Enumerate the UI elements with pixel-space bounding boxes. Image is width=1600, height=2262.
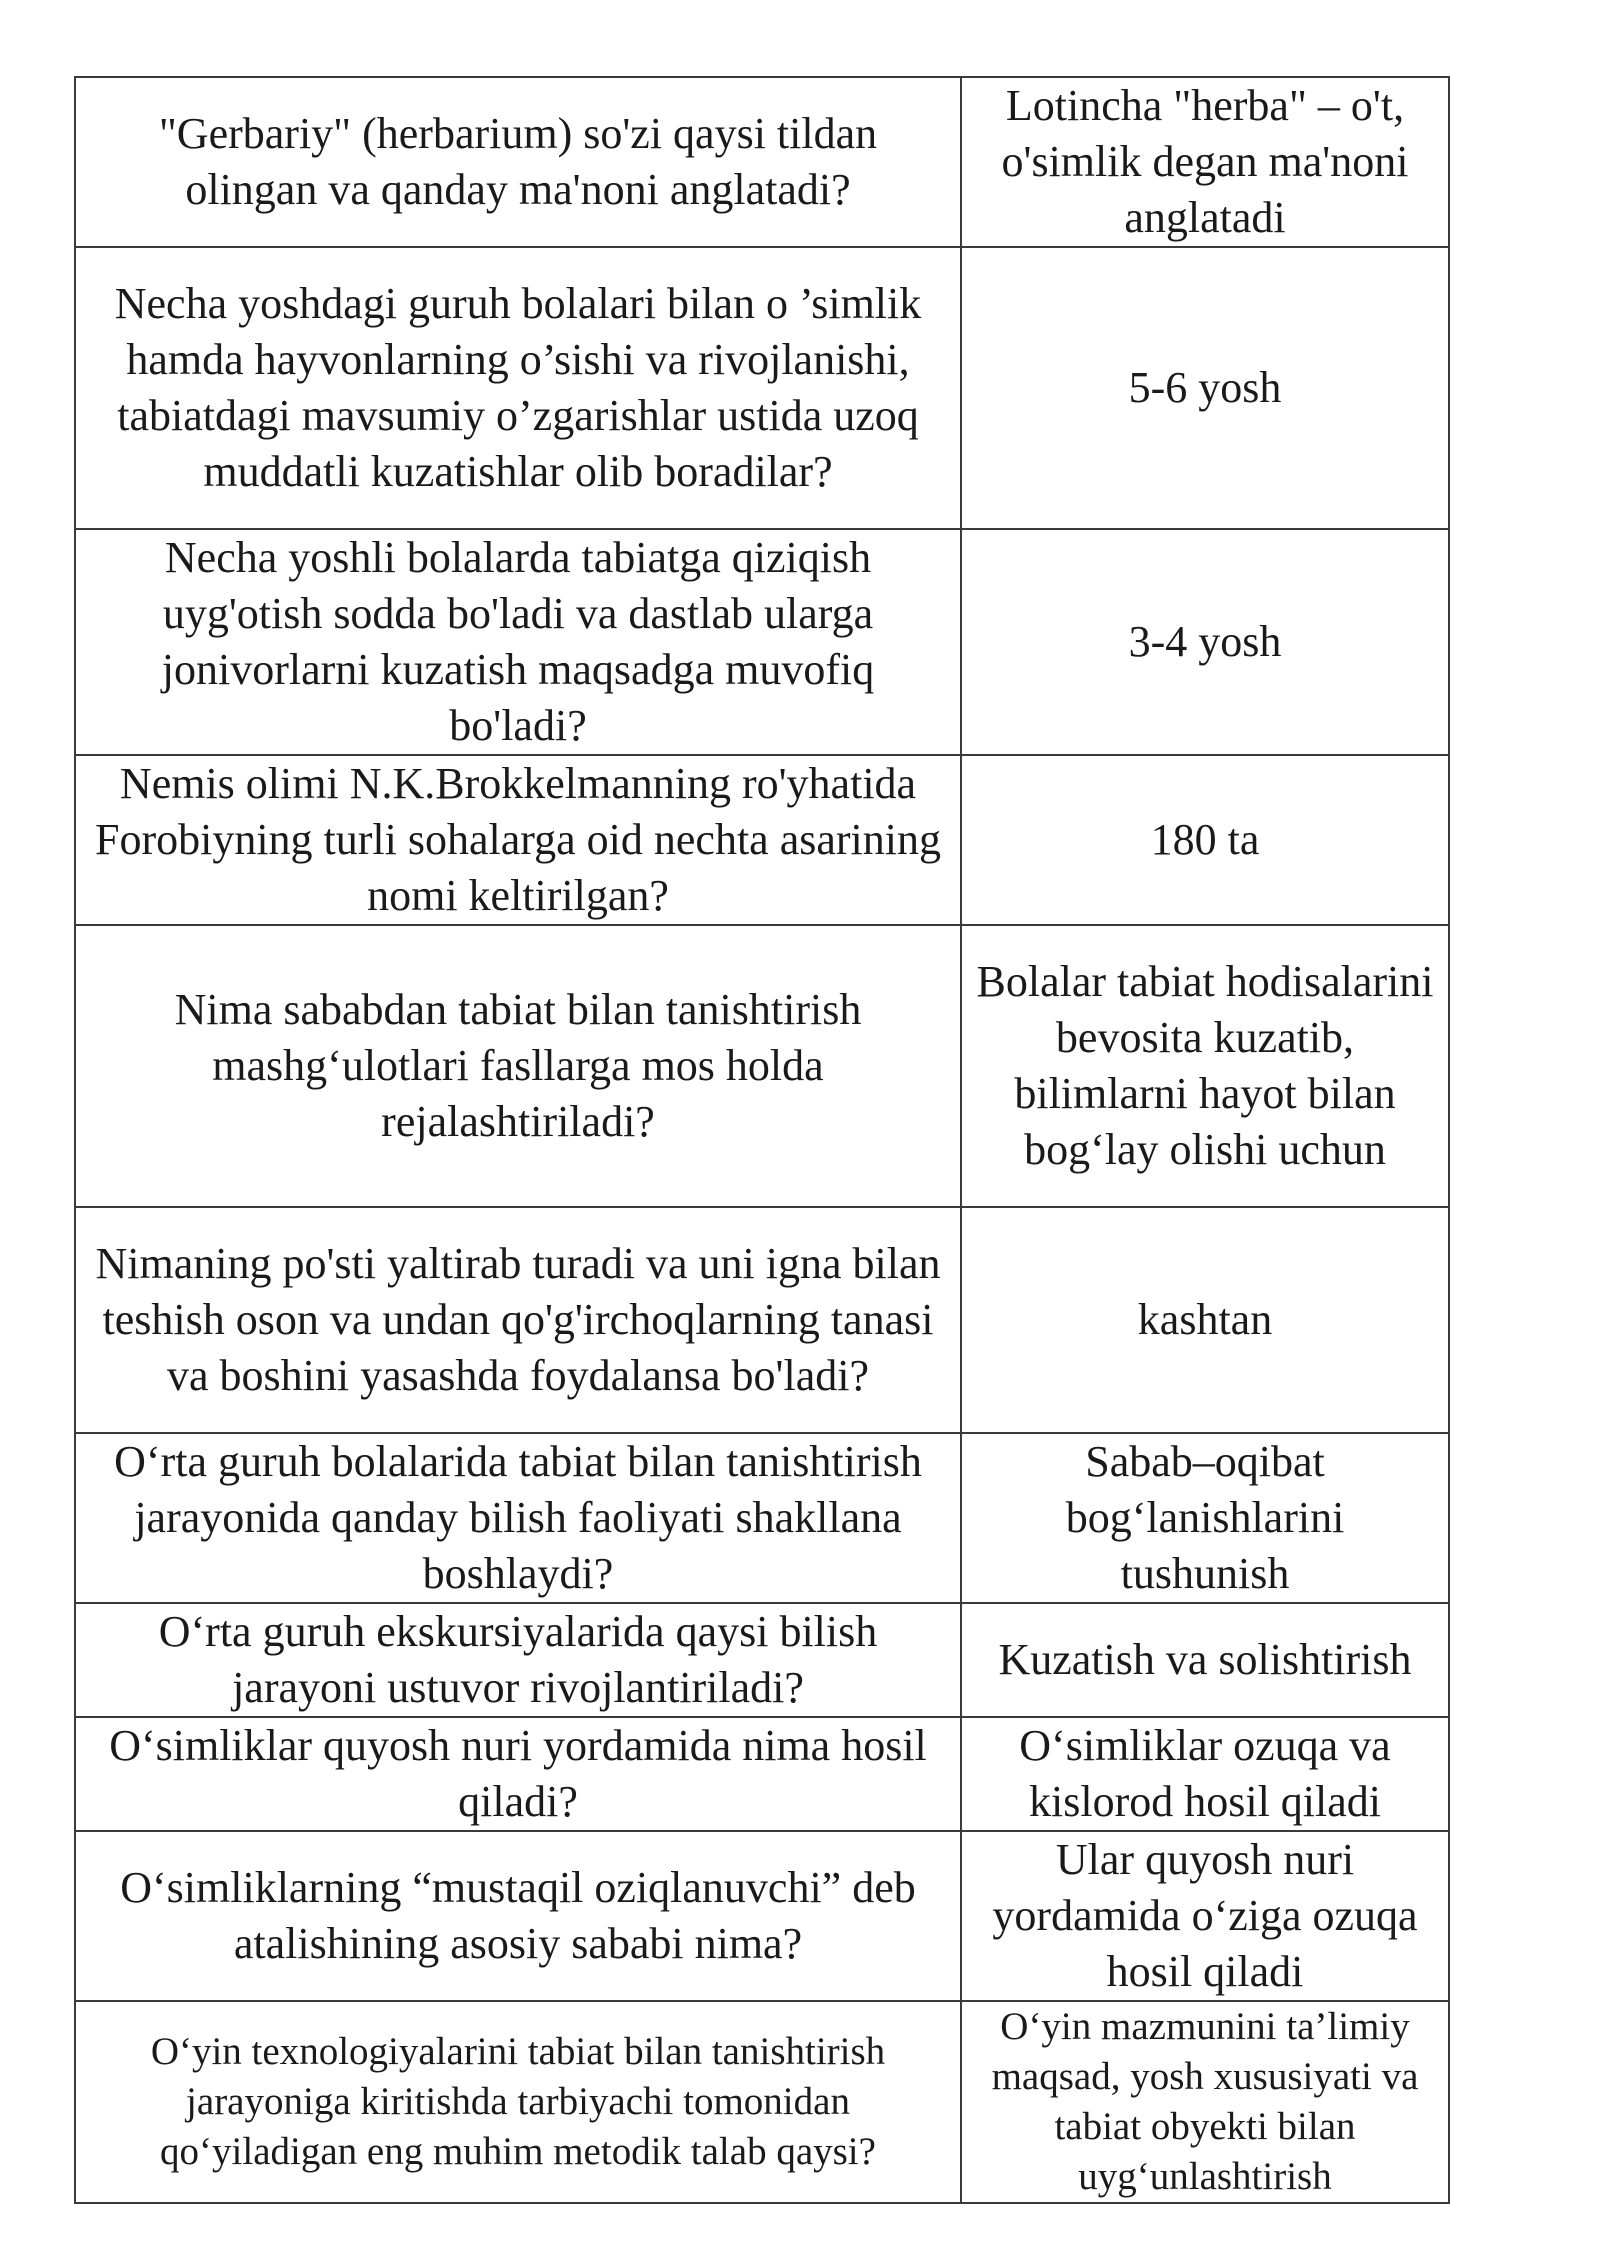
qa-table — [74, 76, 1450, 2204]
table-row — [75, 1831, 1449, 2001]
question-cell: Nemis olimi N.K.Brokkelmanning ro'yhatida Forobiyning turli sohalarga oid nechta asarining nomi keltirilgan? — [75, 755, 961, 925]
table-row — [75, 77, 1449, 247]
answer-cell: Lotincha "herba" – o't, o'simlik degan ma'noni anglatadi — [961, 77, 1449, 247]
table-row — [75, 1603, 1449, 1717]
table-row — [75, 1433, 1449, 1603]
question-cell: O‘rta guruh bolalarida tabiat bilan tanishtirish jarayonida qanday bilish faoliyati shakllana boshlaydi? — [75, 1433, 961, 1603]
answer-cell: 3-4 yosh — [961, 529, 1449, 755]
table-row — [75, 247, 1449, 529]
question-cell: O‘rta guruh ekskursiyalarida qaysi bilish jarayoni ustuvor rivojlantiriladi? — [75, 1603, 961, 1717]
answer-cell: 180 ta — [961, 755, 1449, 925]
answer-cell: Kuzatish va solishtirish — [961, 1603, 1449, 1717]
question-cell: O‘simliklarning “mustaqil oziqlanuvchi” deb atalishining asosiy sababi nima? — [75, 1831, 961, 2001]
table-row — [75, 925, 1449, 1207]
table-row — [75, 2001, 1449, 2203]
table-row — [75, 1207, 1449, 1433]
answer-cell: O‘yin mazmunini ta’limiy maqsad, yosh xususiyati va tabiat obyekti bilan uyg‘unlashtirish — [961, 2001, 1449, 2203]
table-row — [75, 1717, 1449, 1831]
table-row — [75, 755, 1449, 925]
question-cell: Nimaning po'sti yaltirab turadi va uni igna bilan teshish oson va undan qo'g'irchoqlarning tanasi va boshini yasashda foydalansa bo'ladi? — [75, 1207, 961, 1433]
question-cell: "Gerbariy" (herbarium) so'zi qaysi tildan olingan va qanday ma'noni anglatadi? — [75, 77, 961, 247]
answer-cell: O‘simliklar ozuqa va kislorod hosil qiladi — [961, 1717, 1449, 1831]
question-cell: Necha yoshli bolalarda tabiatga qiziqish uyg'otish sodda bo'ladi va dastlab ularga jonivorlarni kuzatish maqsadga muvofiq bo'ladi? — [75, 529, 961, 755]
answer-cell: Bolalar tabiat hodisalarini bevosita kuzatib, bilimlarni hayot bilan bog‘lay olishi uchun — [961, 925, 1449, 1207]
question-cell: O‘simliklar quyosh nuri yordamida nima hosil qiladi? — [75, 1717, 961, 1831]
question-cell: O‘yin texnologiyalarini tabiat bilan tanishtirish jarayoniga kiritishda tarbiyachi tomonidan qo‘yiladigan eng muhim metodik talab qaysi? — [75, 2001, 961, 2203]
answer-cell: Sabab–oqibat bog‘lanishlarini tushunish — [961, 1433, 1449, 1603]
answer-cell: 5-6 yosh — [961, 247, 1449, 529]
question-cell: Nima sababdan tabiat bilan tanishtirish mashg‘ulotlari fasllarga mos holda rejalashtiriladi? — [75, 925, 961, 1207]
question-cell: Necha yoshdagi guruh bolalari bilan o ’simlik hamda hayvonlarning o’sishi va rivojlanishi, tabiatdagi mavsumiy o’zgarishlar ustida uzoq muddatli kuzatishlar olib boradilar? — [75, 247, 961, 529]
table-row — [75, 529, 1449, 755]
answer-cell: Ular quyosh nuri yordamida o‘ziga ozuqa hosil qiladi — [961, 1831, 1449, 2001]
answer-cell: kashtan — [961, 1207, 1449, 1433]
